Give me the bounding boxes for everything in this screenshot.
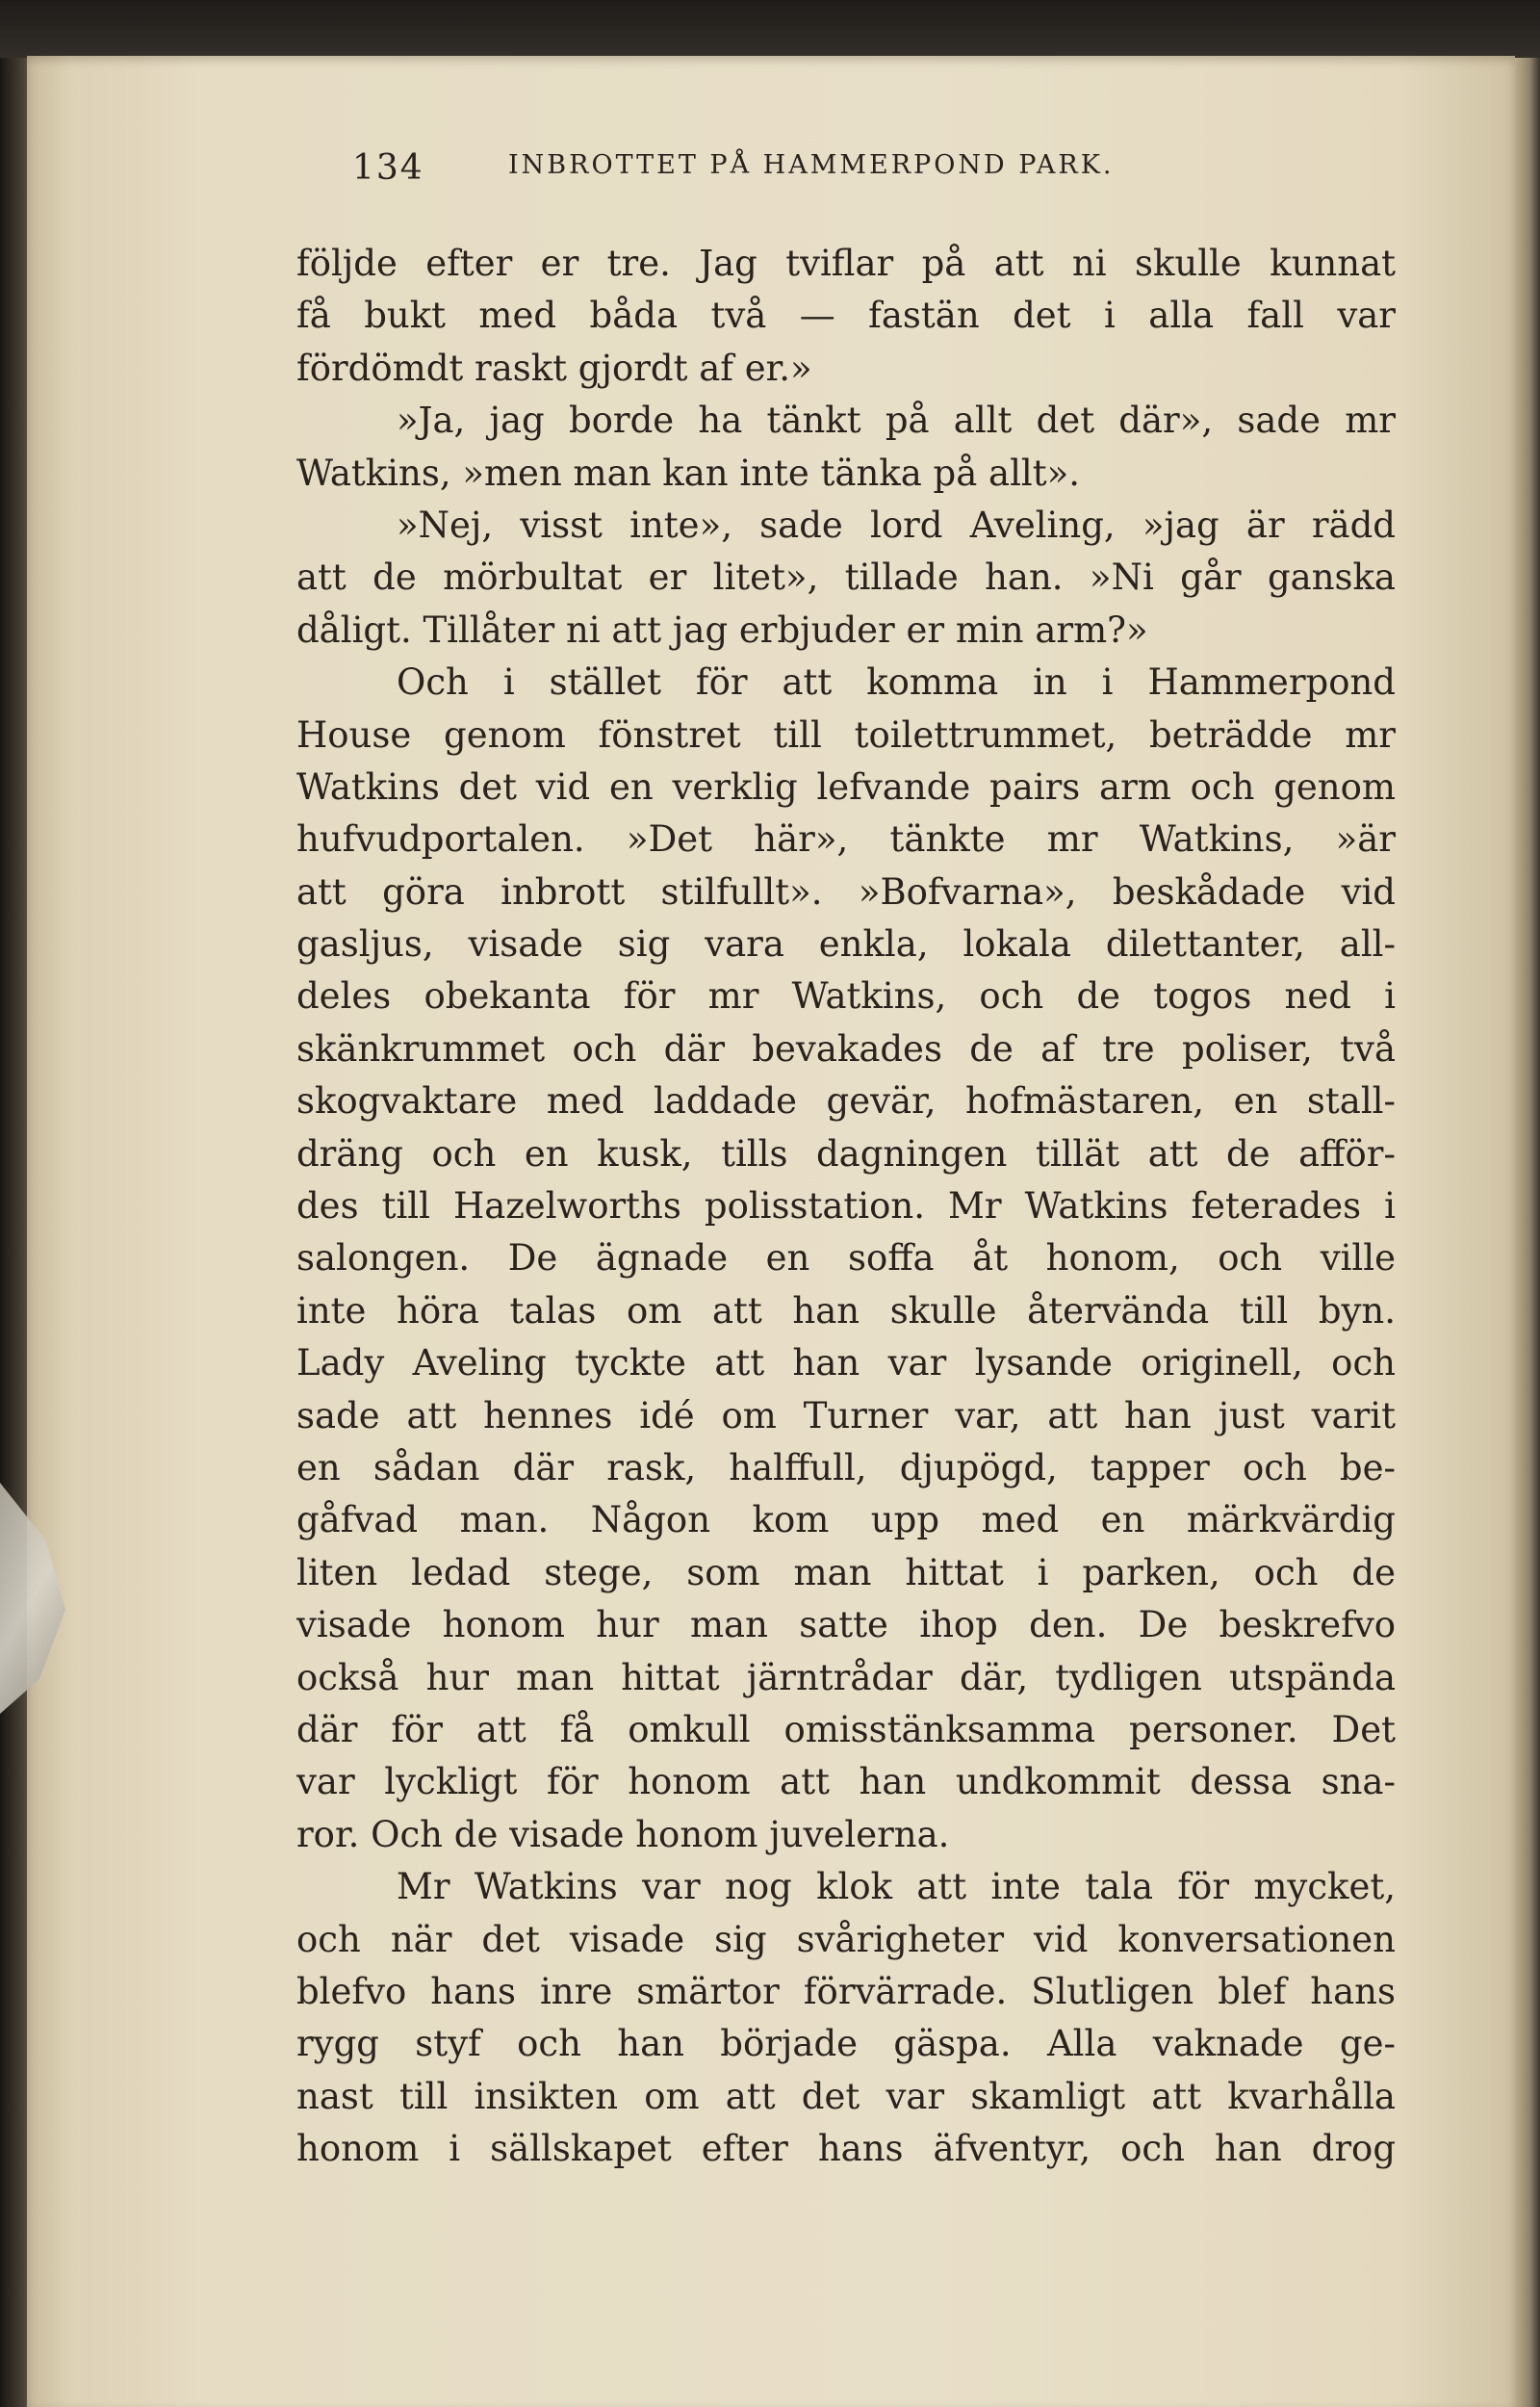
page-number: 134 bbox=[352, 148, 424, 188]
text-line: att göra inbrott stilfullt». »Bofvarna», beskådade vid bbox=[296, 870, 1396, 913]
text-line: hufvudportalen. »Det här», tänkte mr Watkins, »är bbox=[296, 818, 1396, 861]
text-line: få bukt med båda två — fastän det i alla fall var bbox=[296, 295, 1396, 337]
text-line: fördömdt raskt gjordt af er.» bbox=[296, 347, 812, 389]
page-header bbox=[296, 146, 1432, 193]
text-line: »Ja, jag borde ha tänkt på allt det där», sade mr bbox=[397, 400, 1396, 442]
text-line: var lyckligt för honom att han undkommit dessa sna- bbox=[296, 1761, 1396, 1803]
text-line: Och i stället för att komma in i Hammerpond bbox=[397, 661, 1396, 704]
text-line: deles obekanta för mr Watkins, och de togos ned i bbox=[296, 975, 1396, 1018]
text-line: sade att hennes idé om Turner var, att han just varit bbox=[296, 1394, 1396, 1436]
text-line: att de mörbultat er litet», tillade han. »Ni går ganska bbox=[296, 556, 1396, 599]
text-line: blefvo hans inre smärtor förvärrade. Slutligen blef hans bbox=[296, 1970, 1396, 2012]
text-line: House genom fönstret till toilettrummet, beträdde mr bbox=[296, 713, 1396, 756]
text-line: nast till insikten om att det var skamligt att kvarhålla bbox=[296, 2075, 1396, 2117]
text-line: där för att få omkull omisstänksamma personer. Det bbox=[296, 1708, 1396, 1750]
text-line: »Nej, visst inte», sade lord Aveling, »jag är rädd bbox=[397, 504, 1396, 546]
text-line: rygg styf och han började gäspa. Alla vaknade ge- bbox=[296, 2023, 1396, 2065]
text-line: liten ledad stege, som man hittat i parken, och de bbox=[296, 1551, 1396, 1593]
text-line: ror. Och de visade honom juvelerna. bbox=[296, 1813, 950, 1855]
text-line: inte höra talas om att han skulle återvända till byn. bbox=[296, 1289, 1396, 1332]
text-line: och när det visade sig svårigheter vid konversationen bbox=[296, 1918, 1396, 1960]
text-line: dräng och en kusk, tills dagningen tillät att de afför- bbox=[296, 1132, 1396, 1175]
text-line: des till Hazelworths polisstation. Mr Watkins feterades i bbox=[296, 1185, 1396, 1228]
running-title: INBROTTET PÅ HAMMERPOND PARK. bbox=[508, 150, 1115, 180]
body-text bbox=[296, 238, 1396, 2175]
text-line: Lady Aveling tyckte att han var lysande originell, och bbox=[296, 1342, 1396, 1385]
text-line: Mr Watkins var nog klok att inte tala för mycket, bbox=[397, 1866, 1396, 1908]
text-line: gåfvad man. Någon kom upp med en märkvärdig bbox=[296, 1499, 1396, 1541]
text-line: skogvaktare med laddade gevär, hofmästaren, en stall- bbox=[296, 1080, 1396, 1123]
text-line: honom i sällskapet efter hans äfventyr, och han drog bbox=[296, 2128, 1396, 2170]
text-line: Watkins, »men man kan inte tänka på allt». bbox=[296, 452, 1081, 494]
text-line: också hur man hittat järntrådar där, tydligen utspända bbox=[296, 1656, 1396, 1698]
text-line: en sådan där rask, halffull, djupögd, tapper och be- bbox=[296, 1446, 1396, 1488]
text-line: salongen. De ägnade en soffa åt honom, och ville bbox=[296, 1237, 1396, 1280]
text-line: gasljus, visade sig vara enkla, lokala dilettanter, all- bbox=[296, 923, 1396, 966]
text-line: dåligt. Tillåter ni att jag erbjuder er min arm?» bbox=[296, 608, 1148, 651]
text-line: skänkrummet och där bevakades de af tre poliser, två bbox=[296, 1027, 1396, 1070]
text-line: Watkins det vid en verklig lefvande pairs arm och genom bbox=[296, 765, 1396, 808]
page-edge bbox=[1515, 58, 1540, 2407]
text-line: visade honom hur man satte ihop den. De beskrefvo bbox=[296, 1604, 1396, 1646]
text-line: följde efter er tre. Jag tviflar på att ni skulle kunnat bbox=[296, 243, 1396, 284]
